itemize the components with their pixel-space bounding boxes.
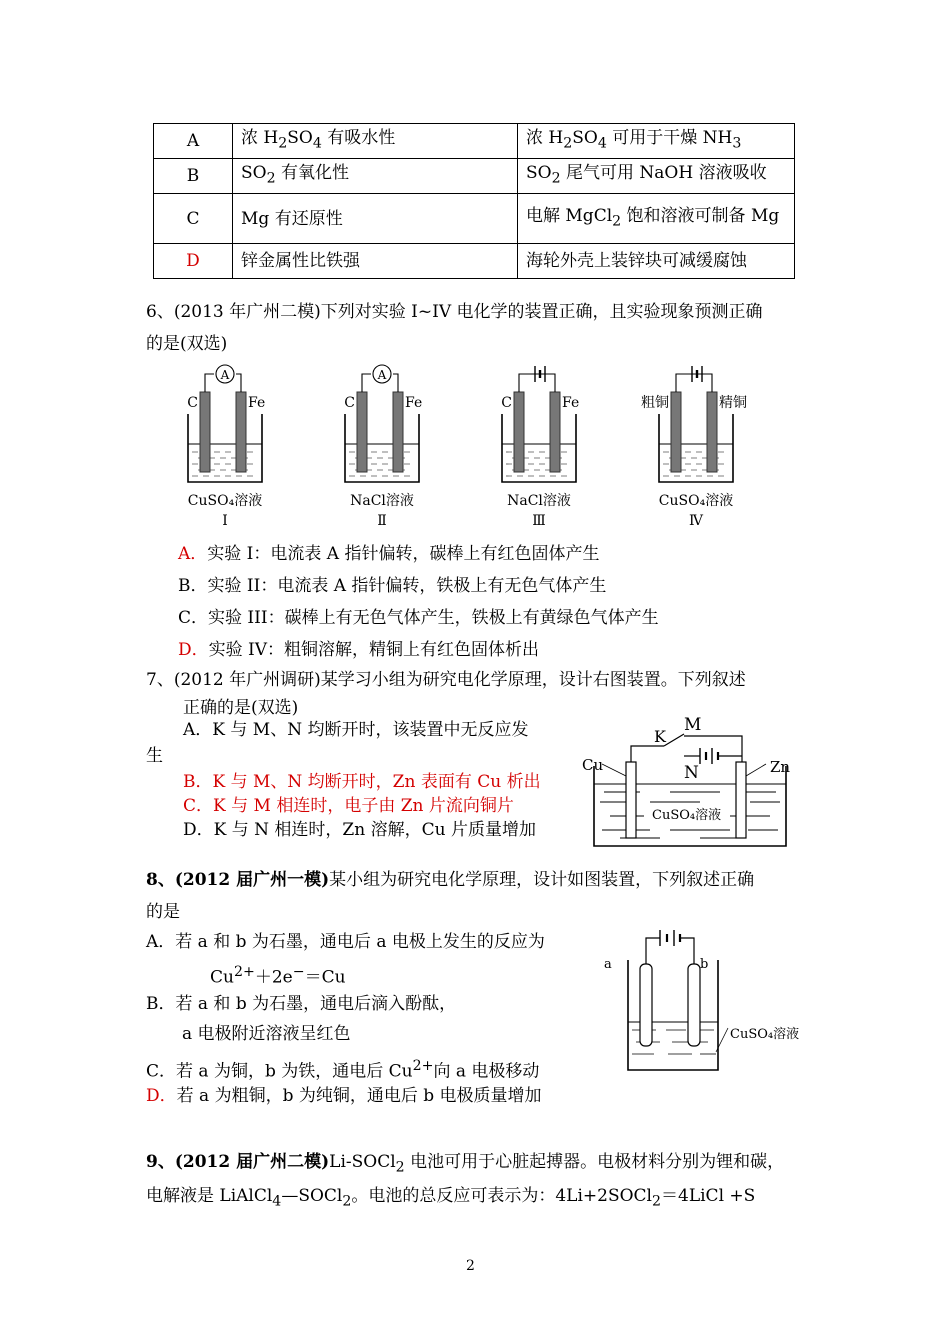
- q6-option: [178, 570, 659, 602]
- q6-options: [178, 538, 659, 666]
- table-statement-1: Mg 有还原性: [233, 194, 518, 244]
- electrode-right: [550, 392, 560, 472]
- q6-option: [178, 538, 659, 570]
- q6-option-text: 实验 I：电流表 A 指针偏转，碳棒上有红色固体产生: [207, 544, 600, 564]
- q7-option-a2: 生: [146, 746, 163, 766]
- figure-numeral: Ⅳ: [689, 513, 703, 529]
- q8-option-d: 若 a 为粗铜，b 为纯铜，通电后 b 电极质量增加: [176, 1086, 542, 1106]
- q9-line1: [146, 1146, 784, 1183]
- q6-option: [178, 602, 659, 634]
- electrode-right-label: Fe: [562, 395, 580, 411]
- table-key: A: [154, 124, 233, 159]
- electrode-left: [200, 392, 210, 472]
- figure-numeral: Ⅱ: [377, 513, 387, 529]
- q6-option-text: 实验 II：电流表 A 指针偏转，铁极上有无色气体产生: [207, 576, 607, 596]
- q7-option-b: B．K 与 M、N 均断开时，Zn 表面有 Cu 析出: [183, 772, 541, 792]
- ammeter-label: A: [220, 368, 230, 382]
- electrode-left-label: C: [501, 395, 512, 411]
- q6-option-text: 实验 IV：粗铜溶解，精铜上有红色固体析出: [208, 640, 540, 660]
- table-statement-2: $SO_2$ 尾气可用 NaOH 溶液吸收: [518, 159, 795, 194]
- page-number: 2: [466, 1258, 475, 1274]
- q8-text1: 某小组为研究电化学原理，设计如图装置，下列叙述正确: [329, 870, 755, 890]
- wire-left: [519, 374, 528, 392]
- electrode-right-label: 精铜: [719, 395, 747, 411]
- wire-right: [393, 374, 398, 392]
- q8-title: 8、(2012 届广州一模): [146, 870, 330, 890]
- table-statement-2: 浓 $H_2SO_4$ 可用于干燥 $NH_3$: [518, 124, 795, 159]
- q7-fig-k: K: [654, 727, 666, 746]
- q6-line2: 的是(双选): [146, 334, 228, 354]
- q7-option-c: C．K 与 M 相连时，电子由 Zn 片流向铜片: [183, 796, 514, 816]
- q8-option-a2: $Cu^{2+}+2e^-=Cu$: [210, 964, 346, 988]
- q7-fig-solution: CuSO₄溶液: [652, 808, 722, 823]
- q6-figure-3: [501, 366, 579, 529]
- electrode-left: [671, 392, 681, 472]
- q6-figure-1: [187, 365, 265, 529]
- q9-title: 9、(2012 届广州二模): [146, 1152, 330, 1172]
- electrode-left-label: C: [344, 395, 355, 411]
- solution-label: CuSO₄溶液: [187, 493, 263, 509]
- electrode-right: [236, 392, 246, 472]
- table-statement-1: 锌金属性比铁强: [233, 244, 518, 279]
- q6-option-text: 实验 III：碳棒上有无色气体产生，铁极上有黄绿色气体产生: [208, 608, 659, 628]
- wire-left: [362, 374, 371, 392]
- q6-option: [178, 634, 659, 666]
- wire-right: [550, 374, 555, 392]
- q8-line1: [146, 864, 754, 896]
- q8-option-b1: B．若 a 和 b 为石墨，通电后滴入酚酞，: [146, 994, 457, 1014]
- table-row: [154, 194, 795, 244]
- table-row: [154, 244, 795, 279]
- solution-label: NaCl溶液: [350, 493, 414, 509]
- ammeter-label: A: [377, 368, 387, 382]
- q8-fig-solution: CuSO₄溶液: [730, 1027, 800, 1042]
- wire-right: [236, 374, 241, 392]
- electrode-left: [514, 392, 524, 472]
- q8-line2: 的是: [146, 902, 180, 922]
- table-statement-1: $SO_2$ 有氧化性: [233, 159, 518, 194]
- beaker: [502, 414, 576, 482]
- q8-option-d-label: D．: [146, 1086, 177, 1106]
- q8-option-b2: a 电极附近溶液呈红色: [182, 1024, 351, 1044]
- electrode-left: [357, 392, 367, 472]
- q6-figure-2: [344, 365, 422, 529]
- q7-fig-m: M: [684, 715, 702, 735]
- electrode-right: [707, 392, 717, 472]
- q8-fig-b: b: [700, 957, 709, 972]
- electrode-left-label: 粗铜: [641, 395, 669, 411]
- q9-text1: Li-SOCl$_2$ 电池可用于心脏起搏器。电极材料分别为锂和碳，: [329, 1152, 785, 1176]
- beaker: [188, 414, 262, 482]
- q7-line1: 7、(2012 年广州调研)某学习小组为研究电化学原理，设计右图装置。下列叙述: [146, 670, 746, 690]
- q6-line1: 6、(2013 年广州二模)下列对实验 I~IV 电化学的装置正确，且实验现象预测正确: [146, 302, 763, 322]
- solution-label: NaCl溶液: [507, 493, 571, 509]
- q7-fig-zn: Zn: [770, 758, 791, 776]
- options-table: [153, 123, 795, 279]
- beaker: [659, 414, 733, 482]
- electrode-left-label: C: [187, 395, 198, 411]
- q8-option-a1: A．若 a 和 b 为石墨，通电后 a 电极上发生的反应为: [146, 932, 545, 952]
- electrode-right: [393, 392, 403, 472]
- q8-option-c: C．若 a 为铜，b 为铁，通电后 $Cu^{2+}$向 a 电极移动: [146, 1058, 540, 1082]
- q6-option-label: D．: [178, 640, 209, 660]
- table-statement-1: 浓 $H_2SO_4$ 有吸水性: [233, 124, 518, 159]
- wire-right: [707, 374, 712, 392]
- table-row: [154, 124, 795, 159]
- q8-figure: [596, 926, 816, 1076]
- table-statement-2: 海轮外壳上装锌块可减缓腐蚀: [518, 244, 795, 279]
- q9-line2: 电解液是 LiAlCl$_4$—SOCl$_2$。电池的总反应可表示为：4Li+2SOCl$_2$＝4LiCl +S: [146, 1186, 756, 1210]
- q7-figure: [580, 712, 800, 852]
- q8-fig-a: a: [604, 957, 612, 972]
- figure-numeral: Ⅰ: [222, 513, 228, 529]
- q7-option-a1: A．K 与 M、N 均断开时，该装置中无反应发: [183, 720, 529, 740]
- table-key: C: [154, 194, 233, 244]
- q7-fig-n: N: [684, 763, 699, 783]
- table-row: [154, 159, 795, 194]
- wire-left: [676, 374, 685, 392]
- q6-option-label: C．: [178, 608, 209, 628]
- table-statement-2: 电解 MgCl$_2$ 饱和溶液可制备 Mg: [518, 194, 795, 244]
- electrode-right-label: Fe: [405, 395, 423, 411]
- q6-figure-4: [641, 366, 747, 529]
- q6-figures: [170, 362, 790, 532]
- wire-left: [205, 374, 214, 392]
- q7-option-d: D．K 与 N 相连时，Zn 溶解，Cu 片质量增加: [183, 820, 536, 840]
- q6-option-label: A．: [178, 544, 208, 564]
- beaker: [345, 414, 419, 482]
- table-key: B: [154, 159, 233, 194]
- electrode-right-label: Fe: [248, 395, 266, 411]
- q8-option-d-row: [146, 1080, 542, 1112]
- solution-label: CuSO₄溶液: [658, 493, 734, 509]
- q7-fig-cu: Cu: [582, 756, 604, 774]
- table-key: D: [154, 244, 233, 279]
- q7-line2: 正确的是(双选): [183, 698, 299, 718]
- figure-numeral: Ⅲ: [532, 513, 546, 529]
- q6-option-label: B．: [178, 576, 208, 596]
